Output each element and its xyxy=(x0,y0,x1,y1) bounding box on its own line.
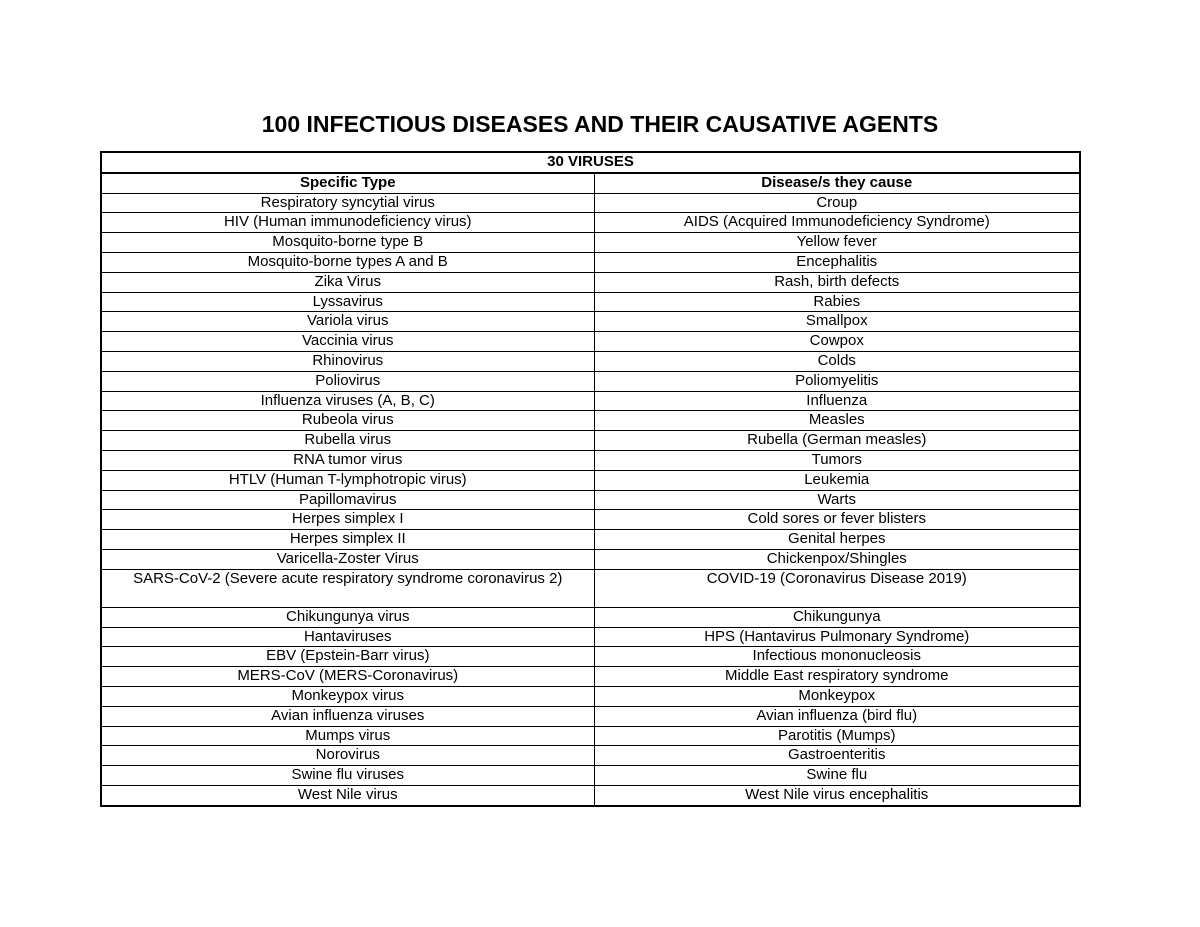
table-row xyxy=(101,351,1080,371)
table-row xyxy=(101,569,1080,607)
disease-cell: Leukemia xyxy=(594,470,1080,490)
disease-cell: Monkeypox xyxy=(594,686,1080,706)
specific-type-cell: EBV (Epstein-Barr virus) xyxy=(101,647,594,667)
table-row xyxy=(101,431,1080,451)
specific-type-cell: Avian influenza viruses xyxy=(101,706,594,726)
disease-cell: Cowpox xyxy=(594,332,1080,352)
table-row xyxy=(101,470,1080,490)
specific-type-cell: Rubella virus xyxy=(101,431,594,451)
specific-type-cell: West Nile virus xyxy=(101,785,594,805)
table-row xyxy=(101,549,1080,569)
table-row xyxy=(101,667,1080,687)
disease-cell: Croup xyxy=(594,193,1080,213)
table-row xyxy=(101,252,1080,272)
column-header-row xyxy=(101,173,1080,193)
table-row xyxy=(101,746,1080,766)
specific-type-cell: Rubeola virus xyxy=(101,411,594,431)
specific-type-cell: Norovirus xyxy=(101,746,594,766)
specific-type-cell: HIV (Human immunodeficiency virus) xyxy=(101,213,594,233)
section-header-row xyxy=(101,152,1080,173)
disease-cell: Middle East respiratory syndrome xyxy=(594,667,1080,687)
specific-type-cell: Mosquito-borne type B xyxy=(101,233,594,253)
specific-type-cell: Herpes simplex II xyxy=(101,530,594,550)
disease-cell: Encephalitis xyxy=(594,252,1080,272)
disease-cell: Rabies xyxy=(594,292,1080,312)
specific-type-cell: Herpes simplex I xyxy=(101,510,594,530)
disease-cell: Smallpox xyxy=(594,312,1080,332)
specific-type-cell: Monkeypox virus xyxy=(101,686,594,706)
specific-type-cell: Papillomavirus xyxy=(101,490,594,510)
column-header-specific-type: Specific Type xyxy=(101,173,594,193)
table-row xyxy=(101,766,1080,786)
disease-cell: Poliomyelitis xyxy=(594,371,1080,391)
disease-cell: Yellow fever xyxy=(594,233,1080,253)
specific-type-cell: Mumps virus xyxy=(101,726,594,746)
specific-type-cell: MERS-CoV (MERS-Coronavirus) xyxy=(101,667,594,687)
table-row xyxy=(101,510,1080,530)
specific-type-cell: Poliovirus xyxy=(101,371,594,391)
specific-type-cell: Variola virus xyxy=(101,312,594,332)
specific-type-cell: Mosquito-borne types A and B xyxy=(101,252,594,272)
table-row xyxy=(101,292,1080,312)
disease-cell: Colds xyxy=(594,351,1080,371)
table-row xyxy=(101,785,1080,805)
table-row xyxy=(101,391,1080,411)
document-title: 100 INFECTIOUS DISEASES AND THEIR CAUSATIVE AGENTS xyxy=(261,111,939,137)
disease-cell: Tumors xyxy=(594,450,1080,470)
table-row xyxy=(101,450,1080,470)
table-row xyxy=(101,233,1080,253)
specific-type-cell: HTLV (Human T-lymphotropic virus) xyxy=(101,470,594,490)
specific-type-cell: Swine flu viruses xyxy=(101,766,594,786)
specific-type-cell: Influenza viruses (A, B, C) xyxy=(101,391,594,411)
disease-cell: Measles xyxy=(594,411,1080,431)
column-header-diseases: Disease/s they cause xyxy=(594,173,1080,193)
disease-cell: West Nile virus encephalitis xyxy=(594,785,1080,805)
specific-type-cell: Varicella-Zoster Virus xyxy=(101,549,594,569)
specific-type-cell: Respiratory syncytial virus xyxy=(101,193,594,213)
disease-cell: Gastroenteritis xyxy=(594,746,1080,766)
disease-cell: Genital herpes xyxy=(594,530,1080,550)
disease-cell: AIDS (Acquired Immunodeficiency Syndrome) xyxy=(594,213,1080,233)
table-row xyxy=(101,272,1080,292)
disease-cell: Chikungunya xyxy=(594,607,1080,627)
disease-cell: Cold sores or fever blisters xyxy=(594,510,1080,530)
specific-type-cell: Hantaviruses xyxy=(101,627,594,647)
disease-cell: Warts xyxy=(594,490,1080,510)
table-row xyxy=(101,607,1080,627)
specific-type-cell: Lyssavirus xyxy=(101,292,594,312)
table-row xyxy=(101,726,1080,746)
disease-cell: Swine flu xyxy=(594,766,1080,786)
table-body xyxy=(101,152,1080,806)
table-row xyxy=(101,213,1080,233)
disease-cell: HPS (Hantavirus Pulmonary Syndrome) xyxy=(594,627,1080,647)
table-row xyxy=(101,627,1080,647)
table-row xyxy=(101,530,1080,550)
specific-type-cell: RNA tumor virus xyxy=(101,450,594,470)
disease-cell: COVID-19 (Coronavirus Disease 2019) xyxy=(594,569,1080,607)
table-row xyxy=(101,193,1080,213)
table-row xyxy=(101,312,1080,332)
disease-cell: Parotitis (Mumps) xyxy=(594,726,1080,746)
specific-type-cell: Rhinovirus xyxy=(101,351,594,371)
table-row xyxy=(101,706,1080,726)
specific-type-cell: SARS-CoV-2 (Severe acute respiratory syndrome coronavirus 2) xyxy=(101,569,594,607)
table-row xyxy=(101,490,1080,510)
section-title: 30 VIRUSES xyxy=(101,152,1080,173)
table-row xyxy=(101,371,1080,391)
disease-cell: Chickenpox/Shingles xyxy=(594,549,1080,569)
disease-cell: Rash, birth defects xyxy=(594,272,1080,292)
specific-type-cell: Zika Virus xyxy=(101,272,594,292)
disease-cell: Infectious mononucleosis xyxy=(594,647,1080,667)
specific-type-cell: Vaccinia virus xyxy=(101,332,594,352)
virus-table xyxy=(100,151,1081,807)
specific-type-cell: Chikungunya virus xyxy=(101,607,594,627)
table-row xyxy=(101,686,1080,706)
disease-cell: Influenza xyxy=(594,391,1080,411)
disease-cell: Avian influenza (bird flu) xyxy=(594,706,1080,726)
table-row xyxy=(101,332,1080,352)
table-row xyxy=(101,411,1080,431)
disease-cell: Rubella (German measles) xyxy=(594,431,1080,451)
table-row xyxy=(101,647,1080,667)
